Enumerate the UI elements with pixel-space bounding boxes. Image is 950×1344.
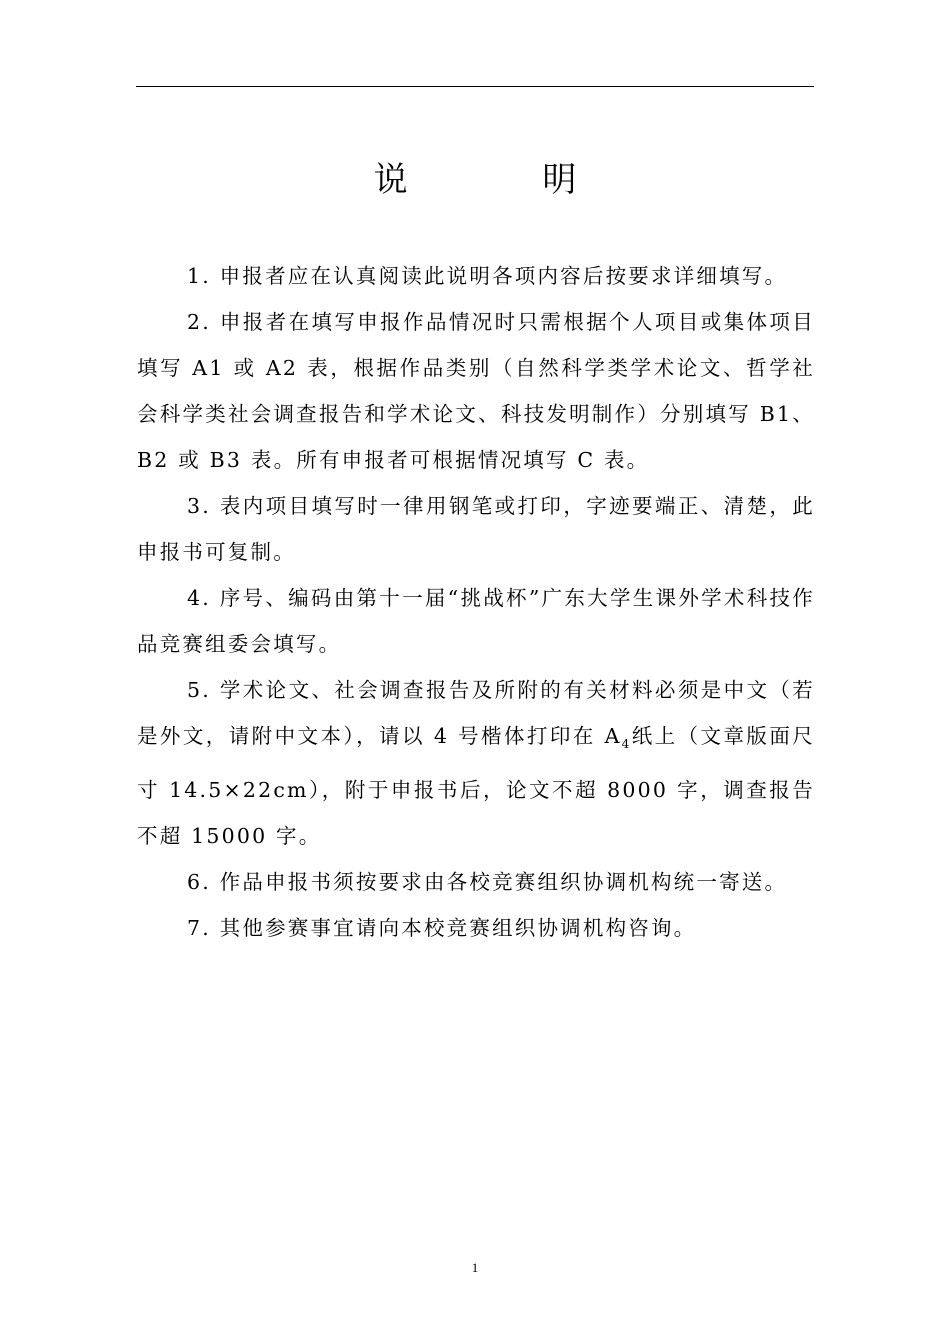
paper-size-subscript: 4: [621, 737, 632, 752]
instruction-item-7: 7. 其他参赛事宜请向本校竞赛组织协调机构咨询。: [187, 916, 697, 941]
instruction-item-4: 4. 序号、编码由第十一届“挑战杯”广东大学生课外学术科技作品竞赛组委会填写。: [137, 586, 815, 656]
instruction-item-3: 3. 表内项目填写时一律用钢笔或打印，字迹要端正、清楚，此申报书可复制。: [137, 494, 815, 564]
header-rule: [136, 86, 814, 87]
instruction-item-6: 6. 作品申报书须按要求由各校竞赛组织协调机构统一寄送。: [187, 870, 788, 895]
instruction-item-2: 2. 申报者在填写申报作品情况时只需根据个人项目或集体项目填写 A1 或 A2 表，根据作品类别（自然科学类学术论文、哲学社会科学类社会调查报告和学术论文、科技发明制作）分别填写 B1、B2 或 B3 表。所有申报者可根据情况填写 C 表。: [137, 310, 815, 472]
instruction-item-5-text-after: 纸上（文章版面尺寸 14.5×22cm），附于申报书后，论文不超 8000 字，调查报告不超 15000 字。: [137, 724, 815, 849]
page-title: 说 明: [373, 160, 639, 200]
instructions-body: [137, 253, 815, 951]
page-number: 1: [471, 1260, 479, 1275]
instruction-item-1: 1. 申报者应在认真阅读此说明各项内容后按要求详细填写。: [187, 264, 788, 288]
instruction-item-5: [137, 667, 815, 859]
instruction-item-5-text-before: 5. 学术论文、社会调查报告及所附的有关材料必须是中文（若是外文，请附中文本），请以 4 号楷体打印在 A: [137, 678, 815, 748]
